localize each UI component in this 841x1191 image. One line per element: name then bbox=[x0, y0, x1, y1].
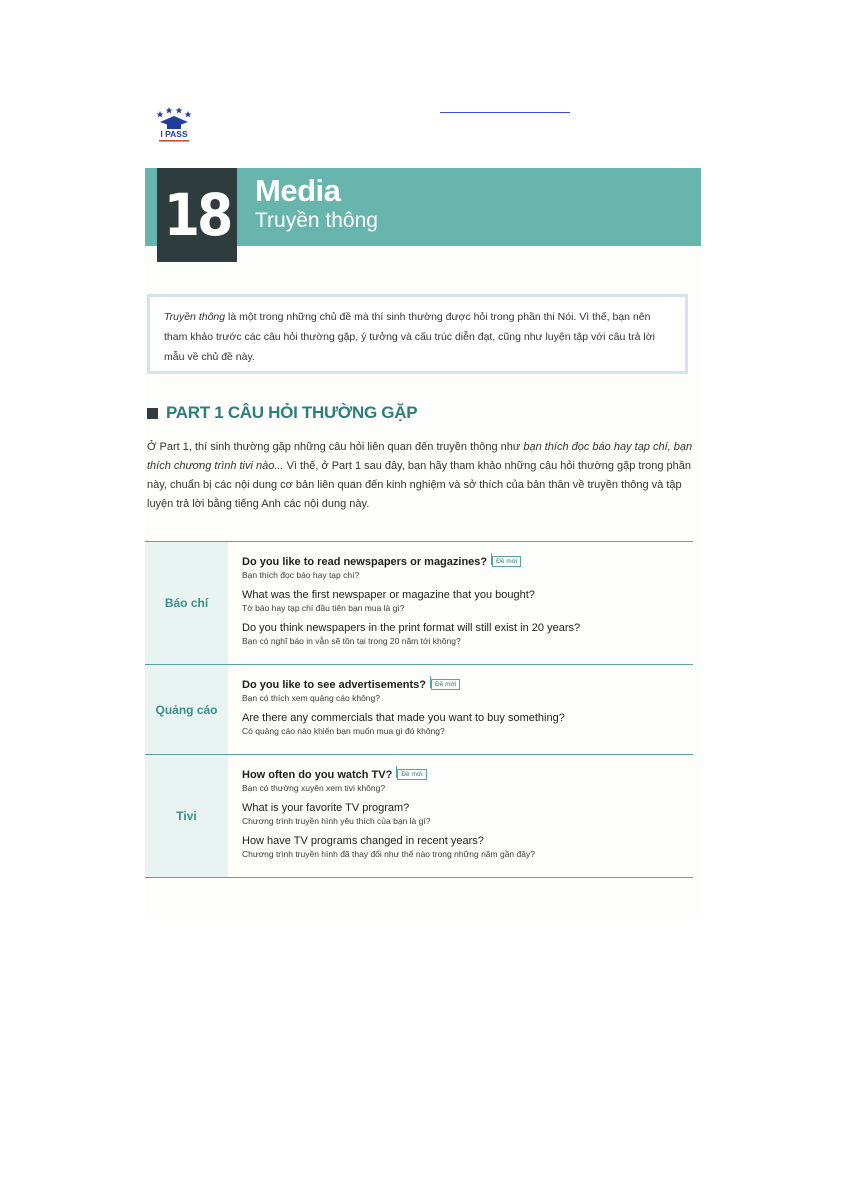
chapter-subtitle: Truyền thông bbox=[255, 209, 378, 232]
question-item: How have TV programs changed in recent years? Chương trình truyền hình đã thay đổi như thế nào trong những năm gần đây? bbox=[242, 835, 535, 859]
question-group bbox=[145, 665, 693, 755]
square-bullet-icon bbox=[147, 408, 158, 419]
question-item: How often do you watch TV? Đề mới Bạn có thường xuyên xem tivi không? bbox=[242, 768, 693, 794]
chapter-title: Media bbox=[255, 173, 341, 208]
group-label: Báo chí bbox=[145, 542, 228, 664]
part1-heading bbox=[147, 403, 417, 423]
part1-title: PART 1 CÂU HỎI THƯỜNG GẶP bbox=[166, 403, 418, 422]
intro-box bbox=[147, 294, 688, 374]
question-item: Are there any commercials that made you want to buy something? Có quảng cáo nào khiến bạn muốn mua gì đó không? bbox=[242, 712, 565, 736]
new-badge: Đề mới bbox=[492, 556, 521, 567]
chapter-header bbox=[145, 168, 701, 249]
part1-description: Ở Part 1, thí sinh thường gặp những câu hỏi liên quan đến truyền thông như bạn thích đọc báo hay tạp chí, bạn thích chương trình tivi nào... Vì thế, ở Part 1 sau đây, bạn hãy tham khảo những câu hỏi thường gặp trong phần này, chuẩn bị các nội dung cơ bản liên quan đến kinh nghiệm và sở thích của bản thân về truyền thông và tập luyện trả lời bằng tiếng Anh các nội dung này. bbox=[147, 441, 693, 510]
question-item: Do you like to see advertisements? Đề mới Bạn có thích xem quảng cáo không? bbox=[242, 678, 693, 704]
chapter-number: 18 bbox=[157, 168, 237, 262]
group-label: Tivi bbox=[145, 755, 228, 877]
new-badge: Đề mới bbox=[397, 769, 426, 780]
question-item: What was the first newspaper or magazine that you bought? Tờ báo hay tạp chí đầu tiên bạn mua là gì? bbox=[242, 589, 535, 613]
question-item: What is your favorite TV program? Chương trình truyền hình yêu thích của bạn là gì? bbox=[242, 802, 431, 826]
question-table bbox=[145, 541, 693, 878]
question-item: Do you think newspapers in the print format will still exist in 20 years? Bạn có nghĩ báo in vẫn sẽ tồn tại trong 20 năm tới không? bbox=[242, 622, 581, 646]
new-badge: Đề mới bbox=[431, 679, 460, 690]
logo-text: I PASS bbox=[160, 129, 188, 139]
top-link-underline[interactable] bbox=[440, 112, 570, 113]
question-group bbox=[145, 542, 693, 665]
question-group bbox=[145, 755, 693, 878]
question-item: Do you like to read newspapers or magazines? Đề mới Bạn thích đọc báo hay tạp chí? bbox=[242, 555, 693, 581]
group-label: Quảng cáo bbox=[145, 665, 228, 754]
intro-text: là một trong những chủ đề mà thí sinh thường được hỏi trong phần thi Nói. Vì thế, bạn nên tham khảo trước các câu hỏi thường gặp, ý tưởng và cấu trúc diễn đạt, cũng như luyện tập với câu trả lời mẫu về chủ đề này. bbox=[164, 311, 655, 363]
intro-lead: Truyền thông bbox=[164, 311, 226, 323]
ipass-logo bbox=[152, 105, 198, 145]
book-page bbox=[145, 168, 701, 918]
